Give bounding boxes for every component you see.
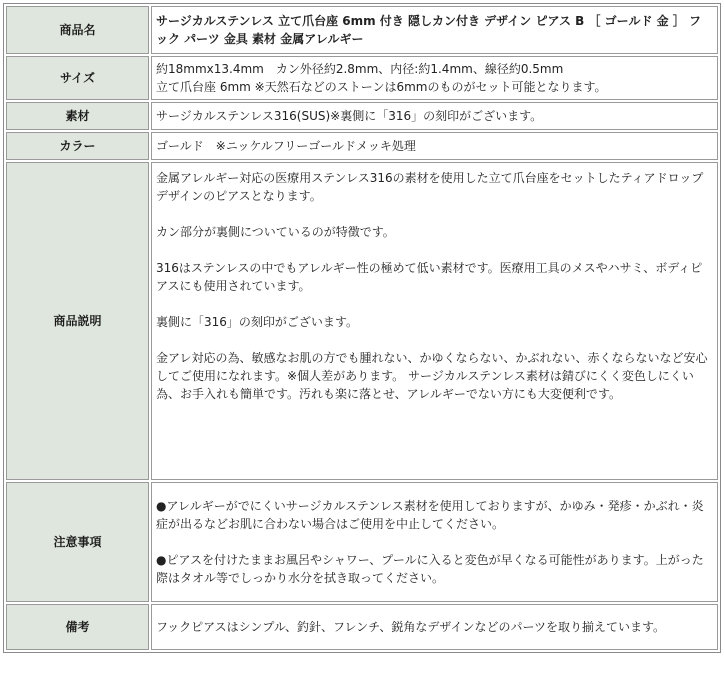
label-description: 商品説明 (6, 162, 149, 480)
value-material: サージカルステンレス316(SUS)※裏側に「316」の刻印がございます。 (151, 102, 718, 130)
row-material (6, 102, 718, 130)
value-color: ゴールド ※ニッケルフリーゴールドメッキ処理 (151, 132, 718, 160)
value-description (151, 162, 718, 480)
row-product-name (6, 6, 718, 54)
value-size (151, 56, 718, 100)
row-size (6, 56, 718, 100)
caution-item-2: ●ピアスを付けたままお風呂やシャワー、プールに入ると変色が早くなる可能性があります。上がった際はタオル等でしっかり水分を拭き取ってください。 (156, 553, 704, 585)
description-paragraph-1: 金属アレルギー対応の医療用ステンレス316の素材を使用した立て爪台座をセットしたティアドロップデザインのピアスとなります。 (156, 171, 704, 203)
label-product-name: 商品名 (6, 6, 149, 54)
row-color (6, 132, 718, 160)
row-notes (6, 604, 718, 650)
value-caution (151, 482, 718, 602)
label-size: サイズ (6, 56, 149, 100)
description-paragraph-2: カン部分が裏側についているのが特徴です。 (156, 225, 395, 239)
product-spec-table (3, 3, 721, 653)
caution-item-1: ●アレルギーがでにくいサージカルステンレス素材を使用しておりますが、かゆみ・発疹・かぶれ・炎症が出るなどお肌に合わない場合はご使用を中止してください。 (156, 499, 704, 531)
label-caution: 注意事項 (6, 482, 149, 602)
description-paragraph-4: 裏側に「316」の刻印がございます。 (156, 315, 358, 329)
value-notes: フックピアスはシンプル、釣針、フレンチ、鋭角なデザインなどのパーツを取り揃えています。 (151, 604, 718, 650)
label-color: カラー (6, 132, 149, 160)
description-paragraph-5: 金アレ対応の為、敏感なお肌の方でも腫れない、かゆくならない、かぶれない、赤くならないなど安心してご使用になれます。※個人差があります。 サージカルステンレス素材は錆びにくく変色しにくい為、お手入れも簡単です。汚れも楽に落とせ、アレルギーでない方にも大変便利です。 (156, 351, 708, 401)
size-line-1: 約18mmx13.4mm カン外径約2.8mm、内径:約1.4mm、線径約0.5mm (156, 62, 564, 76)
label-material: 素材 (6, 102, 149, 130)
row-caution (6, 482, 718, 602)
label-notes: 備考 (6, 604, 149, 650)
value-product-name: サージカルステンレス 立て爪台座 6mm 付き 隠しカン付き デザイン ピアス B ［ ゴールド 金 ］ フック パーツ 金具 素材 金属アレルギー (151, 6, 718, 54)
size-line-2: 立て爪台座 6mm ※天然石などのストーンは6mmのものがセット可能となります。 (156, 80, 607, 94)
description-paragraph-3: 316はステンレスの中でもアレルギー性の極めて低い素材です。医療用工具のメスやハサミ、ボディピアスにも使用されています。 (156, 261, 703, 293)
row-description (6, 162, 718, 480)
